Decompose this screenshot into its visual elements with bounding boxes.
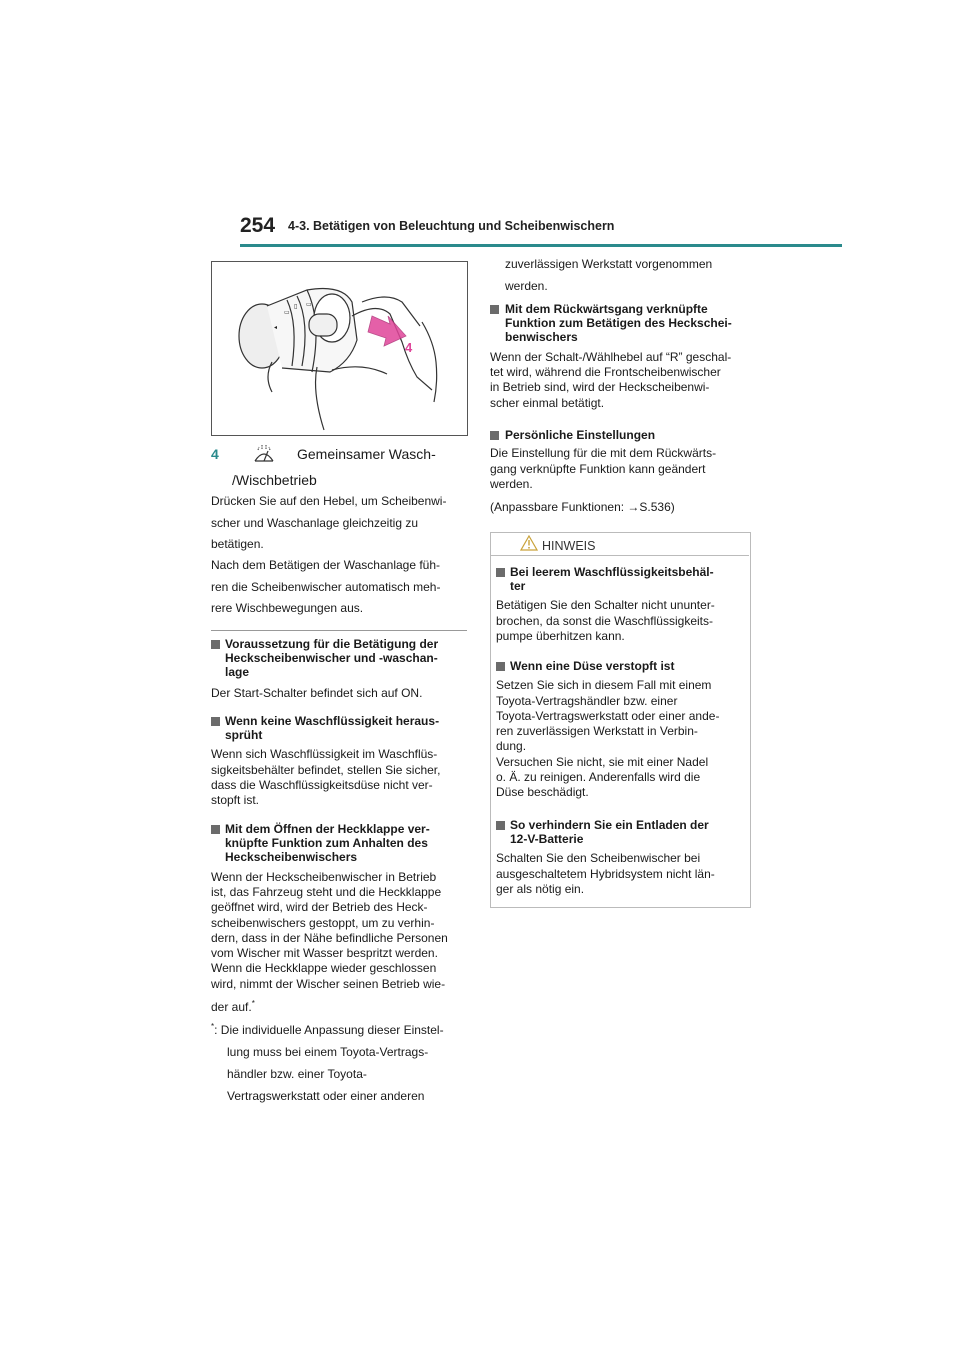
section-bullet [490,431,499,440]
svg-text:▭: ▭ [284,309,290,316]
section-body: Betätigen Sie den Schalter nicht ununter- brochen, da sonst die Waschflüssigkeits- pumpe überhitzen kann. [496,598,715,643]
section-title: Wenn eine Düse verstopft ist [510,659,675,673]
text-line: ren die Scheibenwischer automatisch meh- [211,579,441,594]
page-number: 254 [240,214,276,237]
section-operating-condition [211,637,471,701]
section-body: Wenn der Schalt-/Wählhebel auf “R” geschal- tet wird, während die Frontscheibenwischer in Betrieb sind, wird der Heckscheibenwi- scher einmal betätigt. [490,349,732,410]
caption-number: 4 [211,446,219,462]
text-line: Drücken Sie auf den Hebel, um Scheibenwi- [211,494,447,508]
washer-wiper-icon [253,444,275,464]
section-reverse-gear [490,302,760,411]
section-title: Mit dem Rückwärtsgang verknüpfte Funktion zum Betätigen des Heckschei- benwischers [505,302,732,345]
section-personal-settings [490,428,760,515]
wiper-lever-drawing [212,262,467,435]
svg-text:▯: ▯ [294,303,298,310]
section-bullet [211,640,220,649]
section-title: 4-3. Betätigen von Beleuchtung und Scheibenwischern [288,219,615,233]
section-body: Wenn sich Waschflüssigkeit im Waschflüs- sigkeitsbehälter befindet, stellen Sie sicher, dass die Waschflüssigkeitsdüse nicht ver- stopft ist. [211,747,441,808]
section-title: So verhindern Sie ein Entladen der 12-V-Batterie [510,818,709,847]
warning-triangle-icon [520,535,538,551]
wiper-lever-illustration [211,261,468,436]
section-tailgate-stop [211,822,473,1015]
footnote-marker: * [251,998,255,1008]
intro-paragraph-2 [211,555,440,620]
text-line: rere Wischbewegungen aus. [211,601,364,615]
caption-line-1: Gemeinsamer Wasch- [297,446,436,462]
text-line: scher und Waschanlage gleichzeitig zu [211,515,419,530]
section-title: Bei leerem Waschflüssigkeitsbehäl- ter [510,565,714,594]
caption-line-2: /Wischbetrieb [232,472,317,488]
section-divider [211,630,467,631]
section-body: Schalten Sie den Scheibenwischer bei ausgeschaltetem Hybridsystem nicht län- ger als nötig ein. [496,851,715,896]
note-title: HINWEIS [542,539,596,553]
note-divider [491,555,749,556]
section-title: Mit dem Öffnen der Heckklappe ver- knüpfte Funktion zum Anhalten des Heckscheibenwischers [225,822,430,865]
figure-callout: 4 [405,340,413,355]
section-no-washer-fluid [211,714,471,809]
text-line: betätigen. [211,537,264,551]
footnote: *: Die individuelle Anpassung dieser Einstel- lung muss bei einem Toyota-Vertrags- händler bzw. einer Toyota- Vertragswerkstatt oder einer anderen [211,1022,444,1103]
note-section-nozzle-clogged [496,659,746,801]
customization-reference[interactable]: (Anpassbare Funktionen: →S.536) [490,500,675,515]
text-line: Nach dem Betätigen der Waschanlage füh- [211,558,441,572]
svg-text:◂: ◂ [274,324,278,331]
caption [211,444,436,464]
header-rule [240,244,842,247]
section-bullet [496,821,505,830]
intro-paragraph-1 [211,491,446,556]
section-bullet [496,662,505,671]
section-body: Die Einstellung für die mit dem Rückwärts- gang verknüpfte Funktion kann geändert werden. (Anpassbare Funktionen: →S.536) [490,446,760,515]
section-title: Persönliche Einstellungen [505,428,656,442]
section-bullet [211,825,220,834]
section-bullet [490,305,499,314]
section-title: Wenn keine Waschflüssigkeit heraus- sprüht [225,714,440,743]
section-body: Der Start-Schalter befindet sich auf ON. [211,685,423,700]
section-title: Voraussetzung für die Betätigung der Heckscheibenwischer und -waschan- lage [225,637,439,680]
section-body: Setzen Sie sich in diesem Fall mit einem Toyota-Vertragshändler bzw. einer Toyota-Vertragswerkstatt oder einer ande- ren zuverlässigen Werkstatt in Verbin- dung. Versuchen Sie nicht, sie mit einer Nadel o. Ä. zu reinigen. Anderenfalls wird die Düse beschädigt. [496,678,720,800]
svg-text:▭: ▭ [306,301,312,308]
note-section-empty-reservoir [496,565,746,644]
continuation-text: zuverlässigen Werkstatt vorgenommen werden. [505,257,713,293]
section-bullet [496,568,505,577]
section-body: Wenn der Heckscheibenwischer in Betrieb ist, das Fahrzeug steht und die Heckklappe geöffnet wird, wird der Betrieb des Heck- scheibenwischers gestoppt, um zu verhin- dern, dass in der Nähe befindliche Personen vom Wischer mit Wasser bespritzt werden. Wenn die Heckklappe wieder geschlossen wird, nimmt der Wischer seinen Betrieb wie- der auf.* [211,869,448,1014]
note-section-battery [496,818,746,897]
section-bullet [211,717,220,726]
